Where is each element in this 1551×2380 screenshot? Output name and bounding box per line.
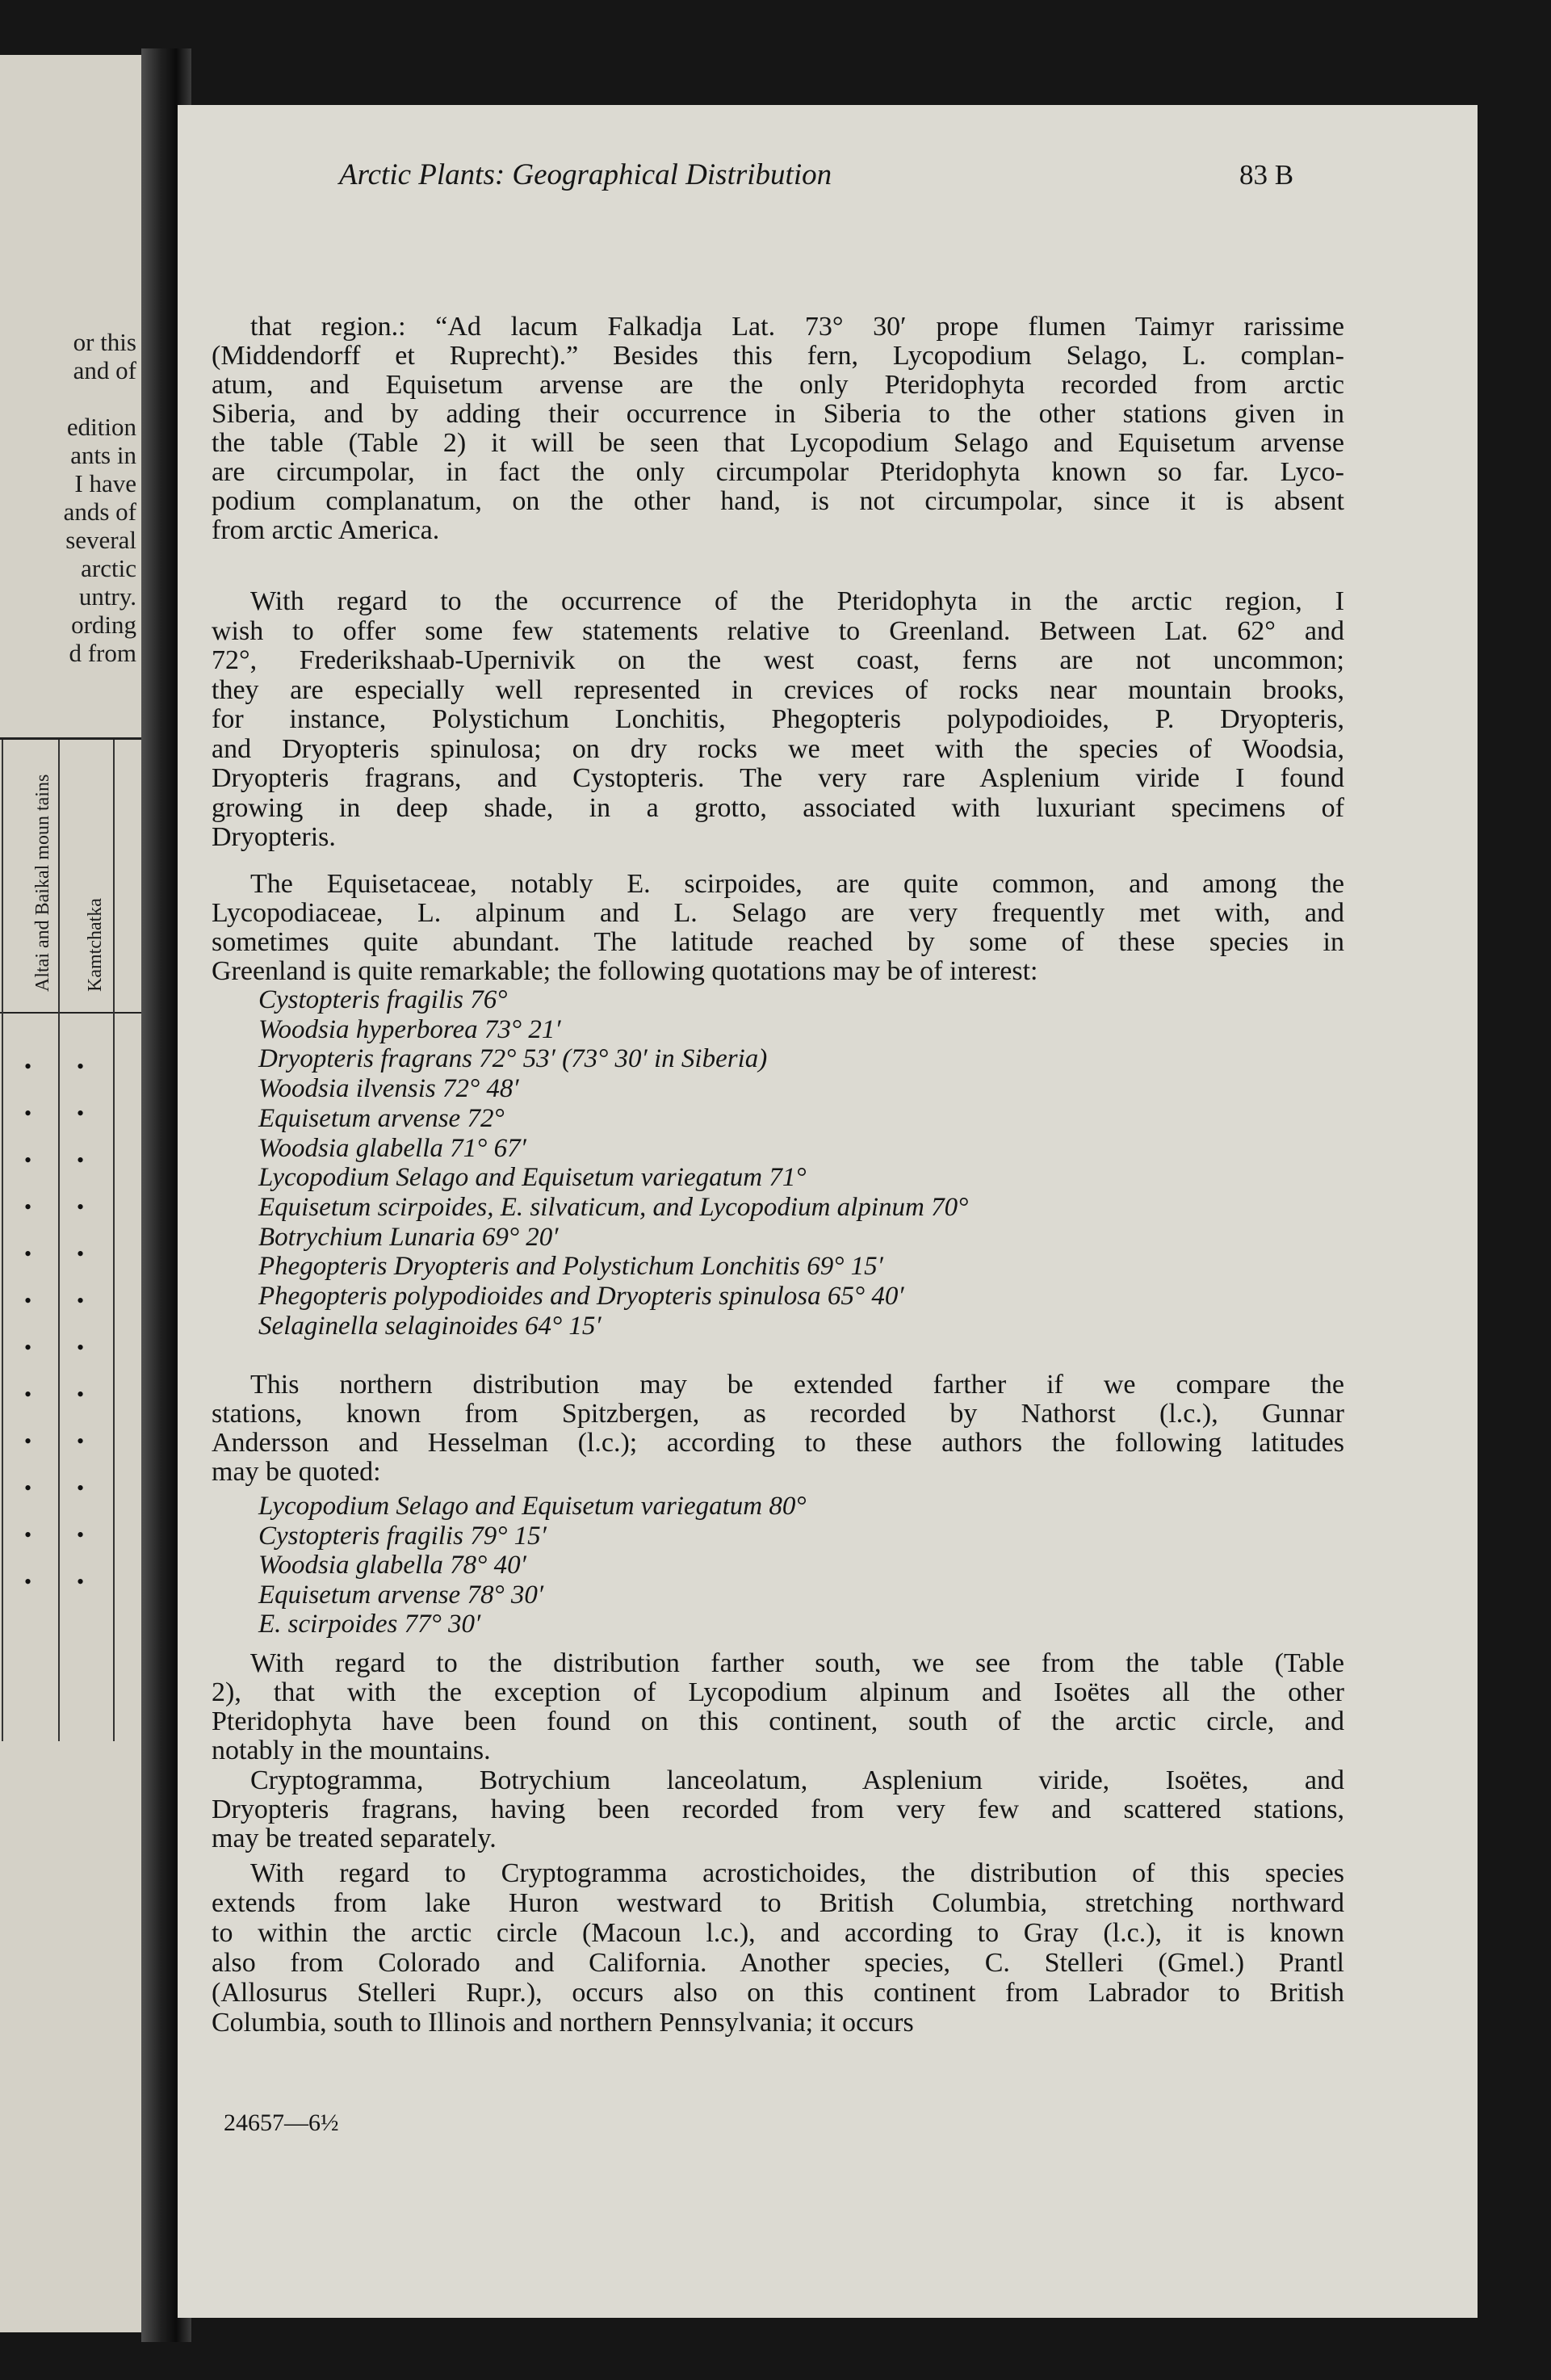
paragraph-line: may be quoted:: [212, 1457, 381, 1487]
running-header-title: Arctic Plants: Geographical Distribution: [339, 158, 832, 191]
species-latitude-item: Woodsia hyperborea 73° 21′: [258, 1014, 561, 1044]
species-latitude-item: Woodsia glabella 71° 67′: [258, 1133, 526, 1163]
table-cell-marker: •: [77, 1336, 85, 1359]
left-table-divider: [113, 740, 115, 1741]
left-page-line: arctic: [81, 554, 136, 582]
paragraph-line: Dryopteris.: [212, 822, 336, 852]
table-cell-marker: •: [24, 1523, 32, 1547]
table-cell-marker: •: [77, 1055, 85, 1078]
paragraph-line: This northern distribution may be extended farther if we compare the: [250, 1370, 1344, 1400]
table-cell-marker: •: [77, 1195, 85, 1219]
paragraph-line: Andersson and Hesselman (l.c.); according to these authors the following latitudes: [212, 1428, 1344, 1458]
paragraph-line: and Dryopteris spinulosa; on dry rocks we meet with the species of Woodsia,: [212, 733, 1344, 764]
paragraph-line: stations, known from Spitzbergen, as recorded by Nathorst (l.c.), Gunnar: [212, 1399, 1344, 1429]
table-cell-marker: •: [24, 1242, 32, 1266]
paragraph-line: also from Colorado and California. Another species, C. Stelleri (Gmel.) Prantl: [212, 1948, 1344, 1978]
paragraph-line: from arctic America.: [212, 515, 440, 545]
table-cell-marker: •: [24, 1429, 32, 1453]
paragraph-line: Cryptogramma, Botrychium lanceolatum, Asplenium viride, Isoëtes, and: [250, 1765, 1344, 1795]
table-cell-marker: •: [24, 1102, 32, 1125]
paragraph-line: Greenland is quite remarkable; the following quotations may be of interest:: [212, 956, 1038, 986]
left-table-rule: [0, 737, 141, 740]
left-table-header: Altai and Baikal moun tains: [32, 774, 53, 992]
paragraph-line: 72°, Frederikshaab-Upernivik on the west coast, ferns are not uncommon;: [212, 645, 1344, 675]
paragraph-line: With regard to the distribution farther south, we see from the table (Table: [250, 1648, 1344, 1678]
paragraph-line: Siberia, and by adding their occurrence in Siberia to the other stations given in: [212, 399, 1344, 429]
species-latitude-item: Phegopteris polypodioides and Dryopteris spinulosa 65° 40′: [258, 1282, 904, 1311]
paragraph-line: podium complanatum, on the other hand, is not circumpolar, since it is absent: [212, 486, 1344, 516]
species-latitude-item: Equisetum arvense 78° 30′: [258, 1580, 544, 1610]
table-cell-marker: •: [77, 1570, 85, 1593]
table-cell-marker: •: [24, 1476, 32, 1500]
paragraph-line: The Equisetaceae, notably E. scirpoides, are quite common, and among the: [250, 869, 1344, 899]
species-latitude-item: Cystopteris fragilis 76°: [258, 985, 508, 1014]
species-latitude-item: Phegopteris Dryopteris and Polystichum Lonchitis 69° 15′: [258, 1252, 883, 1282]
paragraph-line: Pteridophyta have been found on this continent, south of the arctic circle, and: [212, 1706, 1344, 1736]
paragraph-line: sometimes quite abundant. The latitude reached by some of these species in: [212, 927, 1344, 957]
species-latitude-item: Lycopodium Selago and Equisetum variegatum 80°: [258, 1492, 807, 1521]
paragraph-line: growing in deep shade, in a grotto, associated with luxuriant specimens of: [212, 792, 1344, 823]
table-cell-marker: •: [24, 1195, 32, 1219]
table-cell-marker: •: [77, 1242, 85, 1266]
paragraph-line: With regard to the occurrence of the Pteridophyta in the arctic region, I: [250, 586, 1344, 616]
left-page-fragment: [0, 55, 141, 2332]
species-latitude-item: Botrychium Lunaria 69° 20′: [258, 1222, 559, 1252]
left-table-divider: [2, 740, 3, 1741]
paragraph-line: wish to offer some few statements relative to Greenland. Between Lat. 62° and: [212, 615, 1344, 646]
paragraph-line: they are especially well represented in crevices of rocks near mountain brooks,: [212, 674, 1344, 705]
left-page-line: and of: [73, 356, 136, 384]
paragraph-line: Columbia, south to Illinois and northern Pennsylvania; it occurs: [212, 2008, 914, 2038]
paragraph-line: 2), that with the exception of Lycopodium alpinum and Isoëtes all the other: [212, 1677, 1344, 1707]
table-cell-marker: •: [77, 1476, 85, 1500]
left-table-divider: [58, 740, 60, 1741]
paragraph-line: Dryopteris fragrans, having been recorded from very few and scattered stations,: [212, 1794, 1344, 1824]
species-latitude-item: Selaginella selaginoides 64° 15′: [258, 1311, 602, 1341]
species-latitude-item: Woodsia glabella 78° 40′: [258, 1551, 526, 1580]
table-cell-marker: •: [24, 1289, 32, 1312]
paragraph-line: notably in the mountains.: [212, 1736, 491, 1765]
paragraph-line: may be treated separately.: [212, 1824, 497, 1853]
paragraph-line: extends from lake Huron westward to British Columbia, stretching northward: [212, 1888, 1344, 1918]
species-latitude-item: Cystopteris fragilis 79° 15′: [258, 1521, 547, 1551]
paragraph-line: (Allosurus Stelleri Rupr.), occurs also on this continent from Labrador to British: [212, 1978, 1344, 2008]
paragraph-line: Lycopodiaceae, L. alpinum and L. Selago are very frequently met with, and: [212, 898, 1344, 928]
paragraph-line: (Middendorff et Ruprecht).” Besides this fern, Lycopodium Selago, L. complan-: [212, 341, 1344, 371]
page-number: 83 B: [1239, 159, 1294, 191]
paragraph-line: are circumpolar, in fact the only circumpolar Pteridophyta known so far. Lyco-: [212, 457, 1344, 487]
paragraph-line: for instance, Polystichum Lonchitis, Phegopteris polypodioides, P. Dryopteris,: [212, 704, 1344, 734]
species-latitude-item: Lycopodium Selago and Equisetum variegatum 71°: [258, 1163, 807, 1193]
paragraph-line: Dryopteris fragrans, and Cystopteris. The very rare Asplenium viride I found: [212, 763, 1344, 793]
species-latitude-item: Woodsia ilvensis 72° 48′: [258, 1074, 519, 1104]
table-cell-marker: •: [77, 1289, 85, 1312]
printer-signature-mark: 24657—6½: [224, 2109, 339, 2136]
paragraph-line: to within the arctic circle (Macoun l.c.), and according to Gray (l.c.), it is known: [212, 1918, 1344, 1948]
paragraph-line: atum, and Equisetum arvense are the only Pteridophyta recorded from arctic: [212, 370, 1344, 400]
left-page-line: ording: [71, 611, 136, 639]
table-cell-marker: •: [77, 1102, 85, 1125]
table-cell-marker: •: [77, 1523, 85, 1547]
table-cell-marker: •: [24, 1055, 32, 1078]
table-cell-marker: •: [77, 1383, 85, 1406]
left-page-line: or this: [73, 328, 136, 356]
left-page-line: several: [65, 526, 136, 554]
species-latitude-item: Equisetum scirpoides, E. silvaticum, and Lycopodium alpinum 70°: [258, 1192, 969, 1222]
species-latitude-item: Dryopteris fragrans 72° 53′ (73° 30′ in Siberia): [258, 1044, 768, 1074]
left-page-line: ants in: [70, 441, 136, 469]
left-page-line: edition: [66, 413, 136, 441]
species-latitude-item: E. scirpoides 77° 30′: [258, 1610, 481, 1639]
left-table-rule: [0, 1012, 141, 1014]
left-page-line: d from: [69, 639, 136, 667]
table-cell-marker: •: [77, 1148, 85, 1172]
left-table-header: Kamtchatka: [85, 898, 106, 992]
paragraph-line: With regard to Cryptogramma acrostichoides, the distribution of this species: [250, 1858, 1344, 1888]
table-cell-marker: •: [24, 1148, 32, 1172]
left-page-line: untry.: [78, 582, 136, 611]
left-page-line: ands of: [63, 497, 136, 526]
table-cell-marker: •: [77, 1429, 85, 1453]
table-cell-marker: •: [24, 1383, 32, 1406]
table-cell-marker: •: [24, 1336, 32, 1359]
left-page-line: I have: [74, 469, 136, 497]
species-latitude-item: Equisetum arvense 72°: [258, 1103, 505, 1133]
paragraph-line: the table (Table 2) it will be seen that Lycopodium Selago and Equisetum arvense: [212, 428, 1344, 458]
paragraph-line: that region.: “Ad lacum Falkadja Lat. 73° 30′ prope flumen Taimyr rarissime: [250, 312, 1344, 342]
table-cell-marker: •: [24, 1570, 32, 1593]
